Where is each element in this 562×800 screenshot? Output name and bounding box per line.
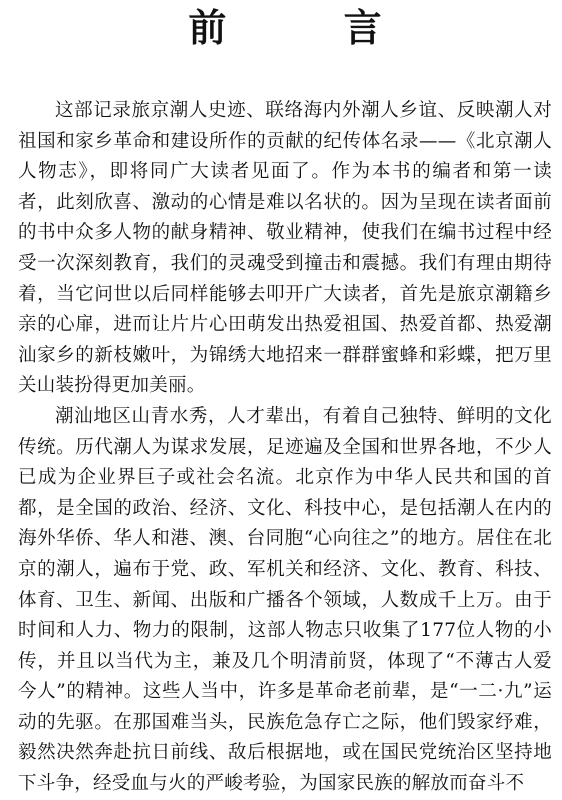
paragraph-2: 潮汕地区山青水秀，人才辈出，有着自己独特、鲜明的文化传统。历代潮人为谋求发展，足迹遍及全国和世界各地，不少人已成为企业界巨子或社会名流。北京作为中华人民共和国的首都，是全国的政治、经济、文化、科技中心，是包括潮人在内的海外华侨、华人和港、澳、台同胞“心向往之”的地方。居住在北京的潮人，遍布于党、政、军机关和经济、文化、教育、科技、体育、卫生、新闻、出版和广播各个领域，人数成千上万。由于时间和人力、物力的限制，这部人物志只收集了177位人物的小传，并且以当代为主，兼及几个明清前贤，体现了“不薄古人爱今人”的精神。这些人当中，许多是革命老前辈，是“一二·九”运动的先驱。在那国难当头，民族危急存亡之际，他们毁家纾难，毅然决然奔赴抗日前线、敌后根据地，或在国民党统治区坚持地下斗争，经受血与火的严峻考验，为国家民族的解放而奋斗不 — [18, 405, 552, 795]
paragraph-1: 这部记录旅京潮人史迹、联络海内外潮人乡谊、反映潮人对祖国和家乡革命和建设所作的贡献的纪传体名录——《北京潮人人物志》，即将同广大读者见面了。作为本书的编者和第一读者，此刻欣喜、激动的心情是难以名状的。因为呈现在读者面前的书中众多人物的献身精神、敬业精神，使我们在编书过程中经受一次深刻教育，我们的灵魂受到撞击和震撼。我们有理由期待着，当它问世以后同样能够去叩开广大读者，首先是旅京潮籍乡亲的心扉，进而让片片心田萌发出热爱祖国、热爱首都、热爱潮汕家乡的新枝嫩叶，为锦绣大地招来一群群蜜蜂和彩蝶，把万里关山装扮得更加美丽。 — [18, 100, 552, 397]
preface-body — [18, 96, 552, 800]
page-title: 前 言 — [188, 5, 434, 50]
